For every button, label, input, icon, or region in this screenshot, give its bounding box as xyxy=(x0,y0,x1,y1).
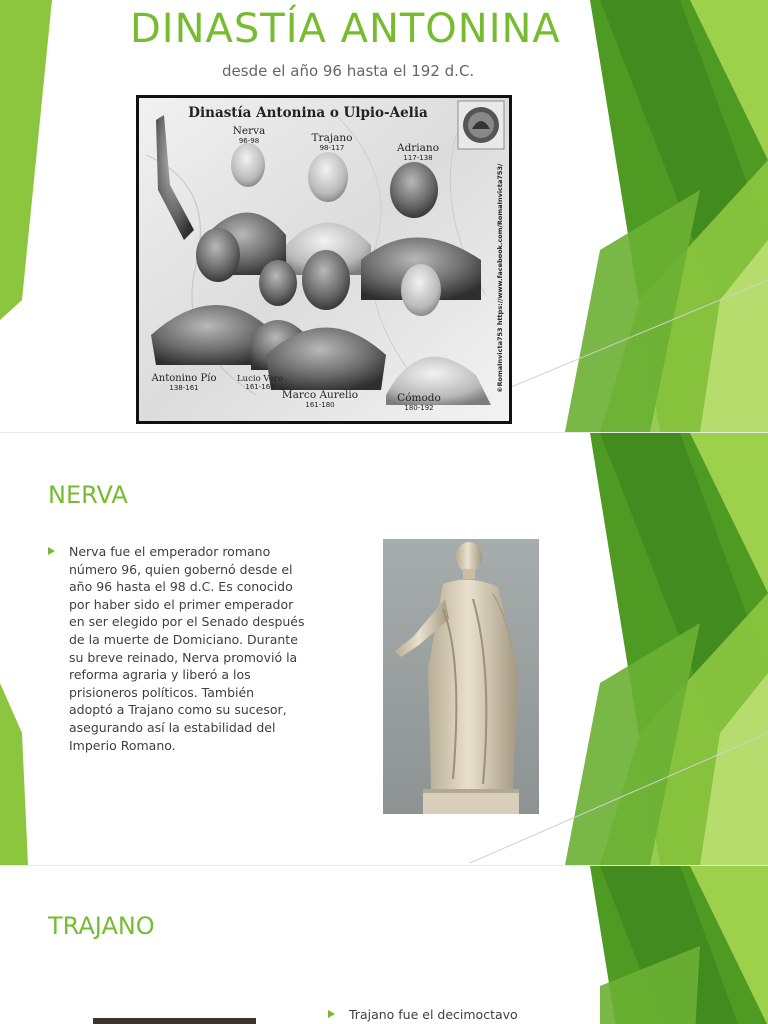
section-title-trajano: TRAJANO xyxy=(48,912,155,940)
text-line: de la muerte de Domiciano. Durante xyxy=(69,631,298,647)
text-line: Imperio Romano. xyxy=(69,737,176,753)
trajano-paragraph xyxy=(349,1006,518,1024)
trajano-image xyxy=(93,1018,256,1024)
triangle-bullet-icon xyxy=(328,1010,335,1018)
nerva-paragraph xyxy=(69,543,305,754)
poster-label-name: Marco Aurelio xyxy=(281,389,359,401)
text-line: Nerva fue el emperador romano xyxy=(69,544,271,559)
text-line: reforma agraria y liberó a los xyxy=(69,667,251,683)
text-line: asegurando así la estabilidad del xyxy=(69,719,276,735)
text-line: prisioneros políticos. También xyxy=(69,684,255,700)
dynasty-poster-image xyxy=(136,95,512,424)
triangle-bullet-icon xyxy=(48,547,55,555)
poster-label-years: 138-161 xyxy=(169,384,199,392)
section-title-nerva: NERVA xyxy=(48,481,128,509)
poster-label-name: Adriano xyxy=(396,142,440,154)
slide-3 xyxy=(0,866,768,1024)
poster-label-years: 180-192 xyxy=(404,404,434,412)
poster-label-years: 98-117 xyxy=(319,144,345,152)
poster-label-name: Cómodo xyxy=(397,392,441,404)
poster-title: Dinastía Antonina o Ulpio-Aelia xyxy=(188,105,428,121)
text-line: en ser elegido por el Senado después xyxy=(69,614,305,630)
slide-1 xyxy=(0,0,768,432)
slide-title: DINASTÍA ANTONINA xyxy=(130,6,561,52)
text-line: Trajano fue el decimoctavo xyxy=(349,1007,518,1022)
poster-label-name: Nerva xyxy=(232,125,266,137)
slide-2 xyxy=(0,433,768,865)
poster-label-years: 96-98 xyxy=(238,137,260,145)
coin-seal-icon xyxy=(458,101,504,149)
poster-label-name: Antonino Pío xyxy=(151,373,217,384)
text-line: adoptó a Trajano como su sucesor, xyxy=(69,702,287,718)
poster-label-years: 161-169 xyxy=(245,383,275,391)
slide-subtitle: desde el año 96 hasta el 192 d.C. xyxy=(222,62,475,80)
nerva-bullet xyxy=(48,543,305,754)
poster-side-credit: ®RomaInvicta753 https://www.facebook.com/RomaInvicta753/ xyxy=(496,163,504,393)
nerva-statue-image xyxy=(383,539,539,814)
text-line: número 96, quien gobernó desde el xyxy=(69,561,293,577)
poster-label-name: Lucio Vero xyxy=(237,374,283,384)
poster-label-name: Trajano xyxy=(311,132,353,144)
text-line: su breve reinado, Nerva promovió la xyxy=(69,649,298,665)
trajano-bullet xyxy=(328,1006,518,1024)
poster-label-years: 161-180 xyxy=(305,401,335,409)
text-line: por haber sido el primer emperador xyxy=(69,596,294,612)
text-line: año 96 hasta el 98 d.C. Es conocido xyxy=(69,579,293,595)
slide-3-green-decoration xyxy=(0,866,768,1024)
poster-label-years: 117-138 xyxy=(403,154,433,162)
